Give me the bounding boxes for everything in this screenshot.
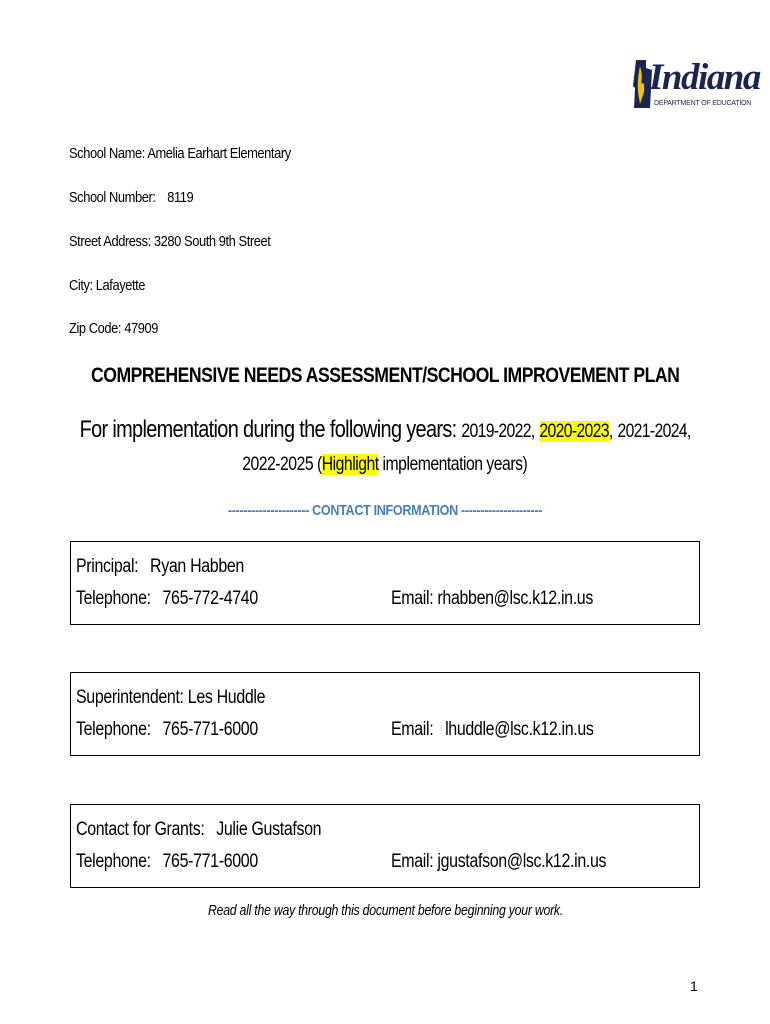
year-option-2021: 2021-2024, [617, 421, 691, 442]
year-option-2019: 2019-2022, [461, 421, 535, 442]
highlight-instructions: implementation years) [378, 454, 528, 475]
indiana-doe-logo [632, 56, 760, 112]
telephone-label: Telephone: [76, 719, 151, 740]
superintendent-name: Les Huddle [187, 687, 266, 708]
street-address-field [69, 233, 270, 250]
highlight-word: Highlight [322, 454, 379, 475]
zip-code-field [69, 320, 158, 337]
principal-name: Ryan Habben [150, 556, 244, 577]
grants-contact-line [76, 819, 321, 841]
school-number-field [69, 189, 193, 206]
grants-email-line [391, 851, 606, 873]
city-label: City: [69, 277, 93, 294]
telephone-label: Telephone: [76, 588, 151, 609]
instruction-note-text: Read all the way through this document before beginning your work. [207, 902, 563, 919]
contact-information-header [0, 502, 770, 519]
superintendent-contact-box [70, 672, 700, 756]
principal-contact-box [70, 541, 700, 625]
page-title-text: COMPREHENSIVE NEEDS ASSESSMENT/SCHOOL IMPROVEMENT PLAN [90, 364, 680, 387]
principal-telephone-line [76, 588, 258, 610]
school-name-label: School Name: [69, 145, 145, 162]
year-separator: , [608, 421, 613, 442]
school-name-value: Amelia Earhart Elementary [147, 145, 291, 162]
email-label: Email: [391, 851, 434, 872]
implementation-years-line-2 [0, 454, 770, 476]
superintendent-email[interactable]: lhuddle@lsc.k12.in.us [445, 719, 594, 740]
zip-code-label: Zip Code: [69, 320, 122, 337]
year-option-2022: 2022-2025 ( [242, 454, 323, 475]
principal-email[interactable]: rhabben@lsc.k12.in.us [437, 588, 593, 609]
superintendent-telephone: 765-771-6000 [162, 719, 258, 740]
email-label: Email: [391, 719, 434, 740]
school-name-field [69, 145, 291, 162]
grants-contact-name: Julie Gustafson [216, 819, 322, 840]
superintendent-email-line [391, 719, 594, 741]
grants-contact-box [70, 804, 700, 888]
principal-label: Principal: [76, 556, 139, 577]
superintendent-line [76, 687, 265, 709]
grants-email[interactable]: jgustafson@lsc.k12.in.us [437, 851, 607, 872]
year-option-2020-highlighted: 2020-2023 [539, 421, 609, 442]
instruction-note [0, 902, 770, 919]
implementation-intro: For implementation during the following years: [79, 416, 457, 443]
zip-code-value: 47909 [124, 320, 158, 337]
logo-subtitle: DEPARTMENT OF EDUCATION [654, 100, 752, 107]
superintendent-label: Superintendent: [76, 687, 184, 708]
superintendent-telephone-line [76, 719, 258, 741]
page-title [0, 364, 770, 388]
contact-information-header-text: --------------------- CONTACT INFORMATION --------------------- [227, 502, 543, 519]
school-number-label: School Number: [69, 189, 156, 206]
grants-telephone: 765-771-6000 [162, 851, 258, 872]
street-address-label: Street Address: [69, 233, 151, 250]
principal-line [76, 556, 244, 578]
school-number-value: 8119 [167, 189, 194, 206]
city-value: Lafayette [95, 277, 146, 294]
principal-telephone: 765-772-4740 [162, 588, 258, 609]
logo-wordmark: Indiana [649, 57, 760, 98]
page-number: 1 [690, 978, 698, 994]
street-address-value: 3280 South 9th Street [153, 233, 271, 250]
implementation-years-line-1 [0, 416, 770, 444]
principal-email-line [391, 588, 593, 610]
grants-telephone-line [76, 851, 258, 873]
email-label: Email: [391, 588, 434, 609]
grants-contact-label: Contact for Grants: [76, 819, 205, 840]
city-field [69, 277, 145, 294]
telephone-label: Telephone: [76, 851, 151, 872]
